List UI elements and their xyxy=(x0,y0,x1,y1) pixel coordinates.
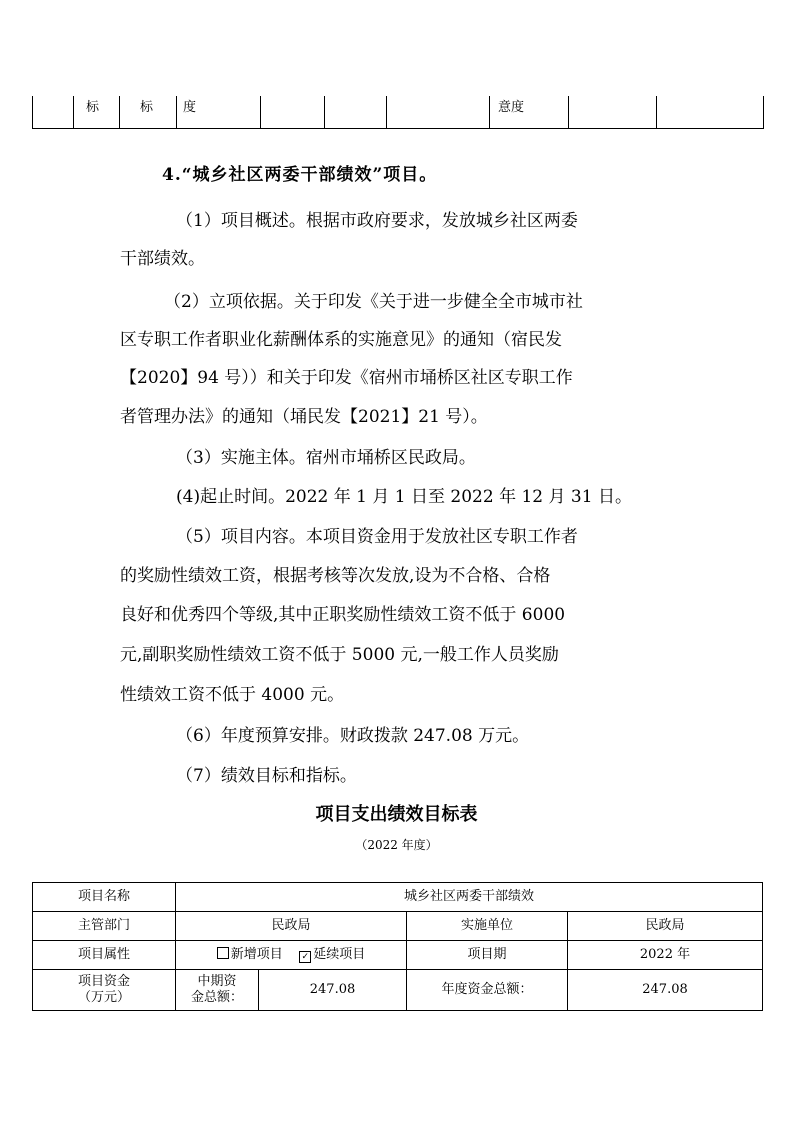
table-border xyxy=(32,96,33,128)
table-border xyxy=(176,96,177,128)
paragraph-line: (4)起止时间。2022 年 1 月 1 日至 2022 年 12 月 31 日。 xyxy=(176,487,632,507)
table-cell: 项目名称 xyxy=(33,883,176,912)
paragraph-line: （1）项目概述。根据市政府要求，发放城乡社区两委 xyxy=(176,211,578,231)
table-row xyxy=(33,883,763,912)
table-border xyxy=(119,96,120,128)
table-border xyxy=(489,96,490,128)
table-cell: 年度资金总额： xyxy=(407,970,568,1011)
table-border xyxy=(656,96,657,128)
paragraph-line: （2）立项依据。关于印发《关于进一步健全全市城市社 xyxy=(164,292,583,312)
paragraph-line: （5）项目内容。本项目资金用于发放社区专职工作者 xyxy=(176,527,578,547)
table-row xyxy=(33,970,763,1011)
table-cell xyxy=(176,970,259,1011)
table-row xyxy=(33,941,763,970)
option-label: 新增项目 xyxy=(230,947,283,962)
project-attribute-cell xyxy=(176,941,407,970)
paragraph-line: 性绩效工资不低于 4000 元。 xyxy=(120,685,345,705)
table-cell: 项目属性 xyxy=(33,941,176,970)
option-label: 延续项目 xyxy=(313,947,366,962)
table-cell: 度 xyxy=(183,100,197,115)
table-cell: 意度 xyxy=(498,100,525,115)
table-cell: 项目期 xyxy=(407,941,568,970)
table-border xyxy=(568,96,569,128)
checkbox-continued-project[interactable]: ✓ xyxy=(299,951,311,963)
table-border xyxy=(73,96,74,128)
paragraph-line: 元,副职奖励性绩效工资不低于 5000 元,一般工作人员奖励 xyxy=(120,645,559,665)
paragraph-line: （6）年度预算安排。财政拨款 247.08 万元。 xyxy=(176,726,530,746)
paragraph-line: 良好和优秀四个等级,其中正职奖励性绩效工资不低于 6000 xyxy=(120,605,566,625)
goal-table xyxy=(32,882,763,1011)
table-cell: 247.08 xyxy=(259,970,407,1011)
table-cell: 标 xyxy=(86,100,100,115)
table-cell: 标 xyxy=(140,100,154,115)
section-heading: 4.“城乡社区两委干部绩效”项目。 xyxy=(162,165,438,185)
table-cell: 民政局 xyxy=(176,912,407,941)
table-cell: 247.08 xyxy=(568,970,763,1011)
table-cell: 城乡社区两委干部绩效 xyxy=(176,883,763,912)
table-cell: 2022 年 xyxy=(568,941,763,970)
table-row xyxy=(33,912,763,941)
table-border xyxy=(260,96,261,128)
table-subtitle: （2022 年度） xyxy=(355,838,438,852)
table-cell: 实施单位 xyxy=(407,912,568,941)
table-border xyxy=(763,96,764,128)
paragraph-line: 【2020】94 号））和关于印发《宿州市埇桥区社区专职工作 xyxy=(120,368,573,388)
paragraph-line: 干部绩效。 xyxy=(120,249,205,269)
table-cell xyxy=(33,970,176,1011)
table-border xyxy=(324,96,325,128)
paragraph-line: （7）绩效目标和指标。 xyxy=(176,766,357,786)
table-border xyxy=(386,96,387,128)
table-cell: 主管部门 xyxy=(33,912,176,941)
table-title: 项目支出绩效目标表 xyxy=(315,804,478,825)
paragraph-line: （3）实施主体。宿州市埇桥区民政局。 xyxy=(176,448,476,468)
cell-line: （万元） xyxy=(77,990,130,1005)
cell-line: 项目资金 xyxy=(77,974,130,989)
paragraph-line: 区专职工作者职业化薪酬体系的实施意见》的通知（宿民发 xyxy=(120,330,562,350)
cell-line: 金总额： xyxy=(190,990,243,1005)
previous-table-fragment xyxy=(32,96,764,129)
paragraph-line: 者管理办法》的通知（埇民发【2021】21 号）。 xyxy=(120,407,488,427)
cell-line: 中期资 xyxy=(197,974,237,989)
paragraph-line: 的奖励性绩效工资，根据考核等次发放,设为不合格、合格 xyxy=(120,566,551,586)
table-cell: 民政局 xyxy=(568,912,763,941)
checkbox-new-project[interactable] xyxy=(217,947,229,959)
